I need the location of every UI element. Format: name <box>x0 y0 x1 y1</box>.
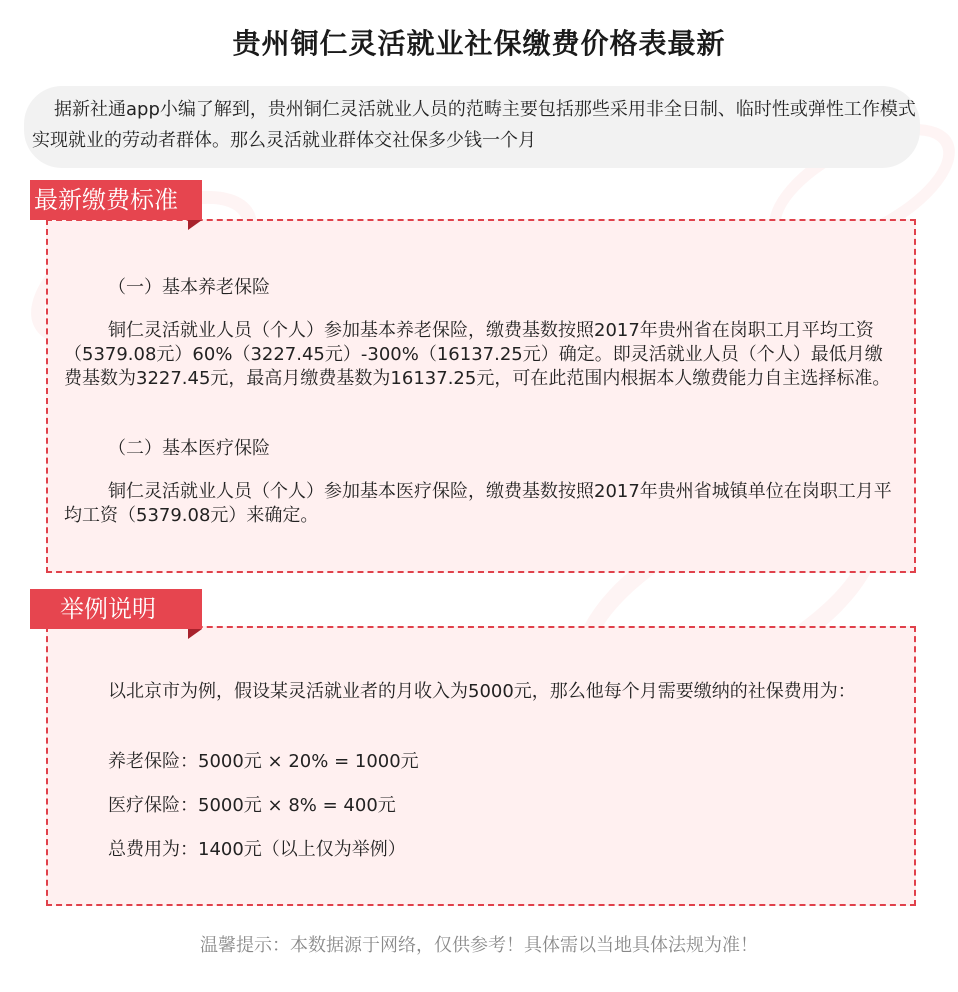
intro-box <box>24 86 920 168</box>
page-title: 贵州铜仁灵活就业社保缴费价格表最新 <box>232 27 726 60</box>
section-tag-standard <box>30 180 202 220</box>
section-tag-example <box>30 589 202 629</box>
pension-text: 铜仁灵活就业人员（个人）参加基本养老保险，缴费基数按照2017年贵州省在岗职工月平均工资（5379.08元）60%（3227.45元）-300%（16137.25元）确定。即灵活就业人员（个人）最低月缴费基数为3227.45元，最高月缴费基数为16137.25元，可在此范围内根据本人缴费能力自主选择标准。 <box>64 320 891 389</box>
medical-heading: （二）基本医疗保险 <box>108 438 270 459</box>
section-tag-label: 最新缴费标准 <box>34 186 178 214</box>
section-tag-label: 举例说明 <box>60 595 156 623</box>
tag-fold-icon <box>188 629 202 639</box>
tag-fold-icon <box>188 220 202 230</box>
pension-heading: （一）基本养老保险 <box>108 277 270 298</box>
example-intro: 以北京市为例，假设某灵活就业者的月收入为5000元，那么他每个月需要缴纳的社保费用为： <box>108 681 856 702</box>
example-pension: 养老保险：5000元 × 20% = 1000元 <box>108 751 419 772</box>
example-medical: 医疗保险：5000元 × 8% = 400元 <box>108 795 396 816</box>
example-total: 总费用为：1400元（以上仅为举例） <box>108 839 406 860</box>
medical-text: 铜仁灵活就业人员（个人）参加基本医疗保险，缴费基数按照2017年贵州省城镇单位在岗职工月平均工资（5379.08元）来确定。 <box>64 481 892 526</box>
intro-text: 据新社通app小编了解到，贵州铜仁灵活就业人员的范畴主要包括那些采用非全日制、临时性或弹性工作模式实现就业的劳动者群体。那么灵活就业群体交社保多少钱一个月 <box>32 99 916 151</box>
footer-note: 温馨提示：本数据源于网络，仅供参考！具体需以当地具体法规为准！ <box>200 935 758 956</box>
